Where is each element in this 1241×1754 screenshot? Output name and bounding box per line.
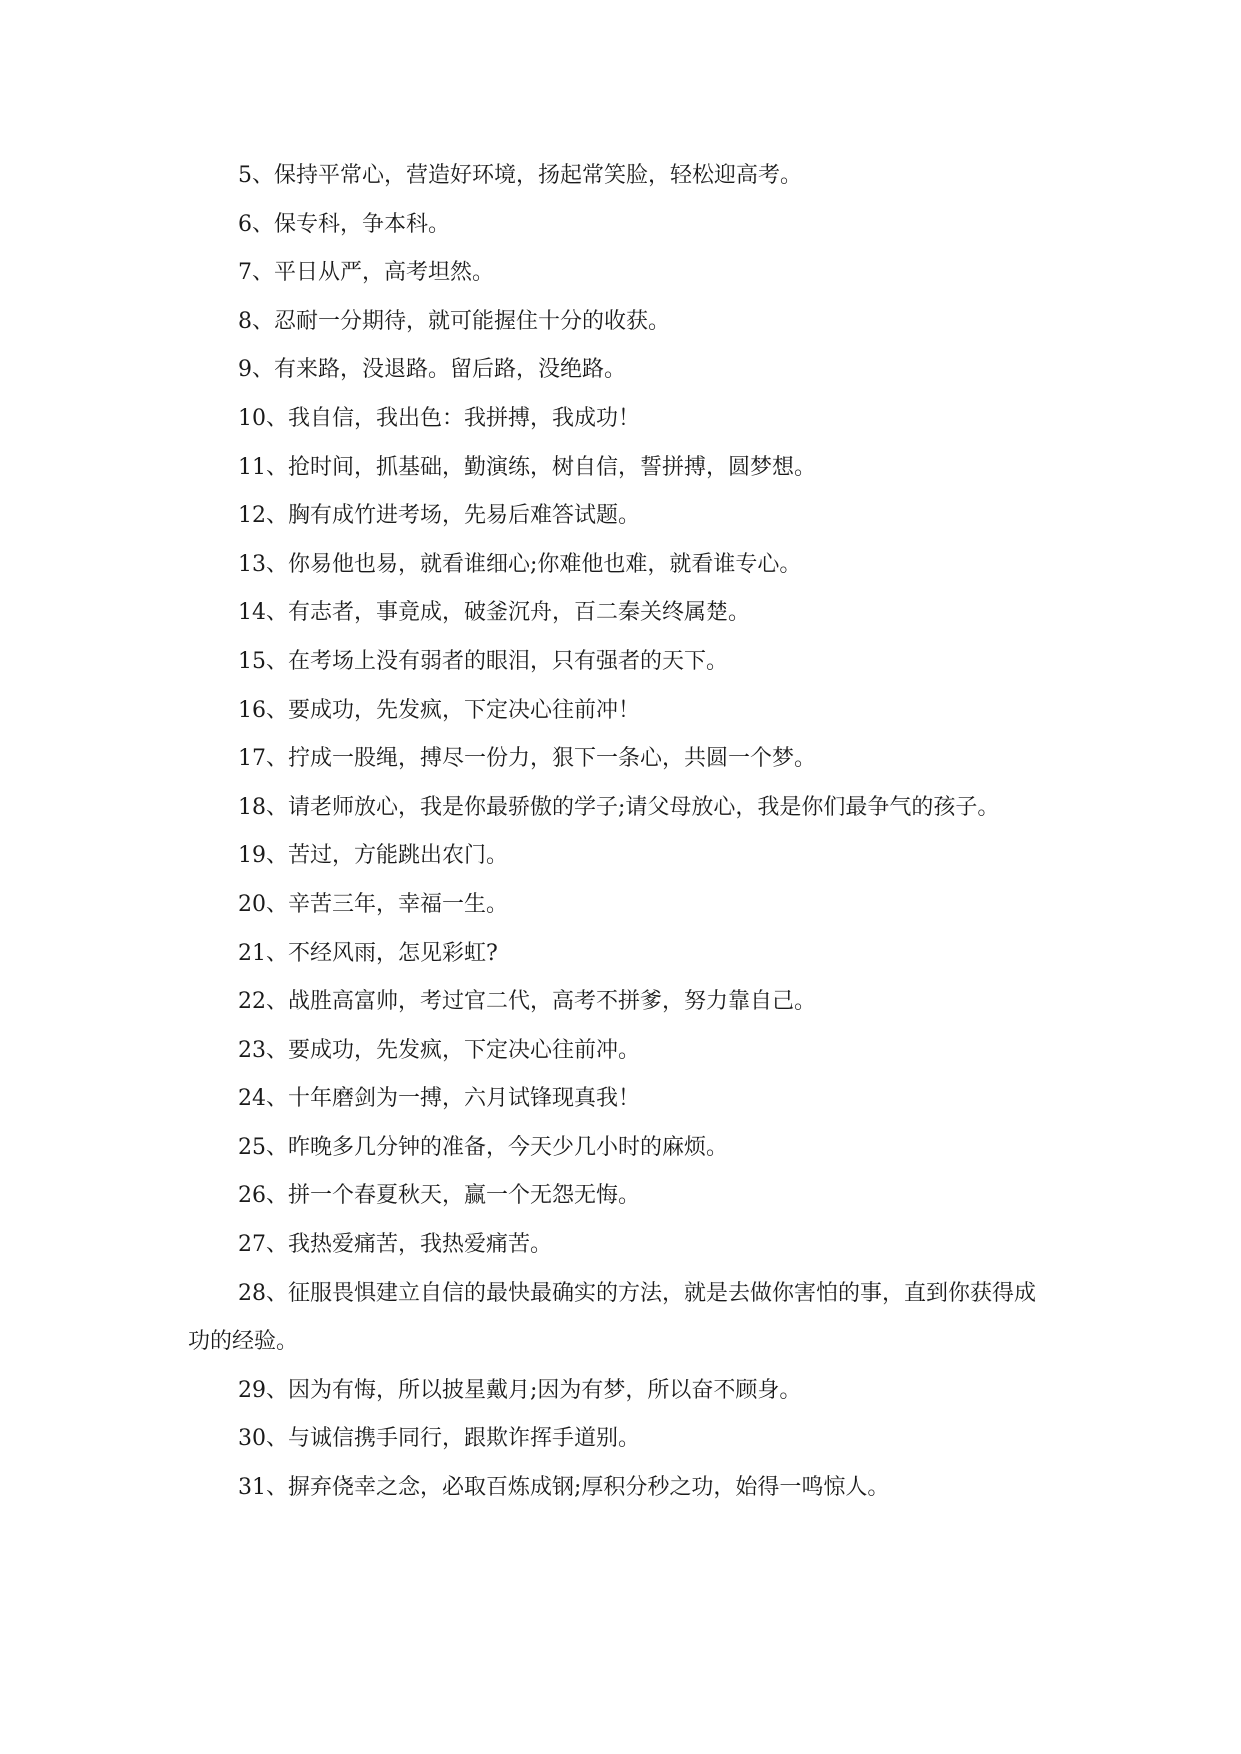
paragraph: 20、辛苦三年，幸福一生。 (238, 891, 508, 917)
paragraph: 17、拧成一股绳，搏尽一份力，狠下一条心，共圆一个梦。 (238, 746, 816, 772)
paragraph: 18、请老师放心，我是你最骄傲的学子;请父母放心，我是你们最争气的孩子。 (238, 794, 1000, 820)
paragraph: 16、要成功，先发疯，下定决心往前冲！ (238, 697, 640, 723)
paragraph: 28、征服畏惧建立自信的最快最确实的方法，就是去做你害怕的事，直到你获得成功的经验。 (188, 1280, 1036, 1355)
paragraph: 8、忍耐一分期待，就可能握住十分的收获。 (238, 308, 670, 334)
paragraph: 13、你易他也易，就看谁细心;你难他也难，就看谁专心。 (238, 551, 802, 577)
paragraph: 27、我热爱痛苦，我热爱痛苦。 (238, 1232, 552, 1258)
paragraph: 21、不经风雨，怎见彩虹? (238, 940, 498, 966)
paragraph: 5、保持平常心，营造好环境，扬起常笑脸，轻松迎高考。 (238, 163, 802, 188)
paragraph: 31、摒弃侥幸之念，必取百炼成钢;厚积分秒之功，始得一鸣惊人。 (238, 1475, 890, 1501)
paragraph: 15、在考场上没有弱者的眼泪，只有强者的天下。 (238, 648, 728, 674)
paragraph: 6、保专科，争本科。 (238, 211, 450, 237)
paragraph: 29、因为有悔，所以披星戴月;因为有梦，所以奋不顾身。 (238, 1377, 802, 1403)
paragraph: 22、战胜高富帅，考过官二代，高考不拼爹，努力靠自己。 (238, 989, 816, 1015)
paragraph: 7、平日从严，高考坦然。 (238, 260, 494, 286)
document-body (188, 152, 1050, 1513)
paragraph: 12、胸有成竹进考场，先易后难答试题。 (238, 503, 640, 529)
paragraph: 23、要成功，先发疯，下定决心往前冲。 (238, 1037, 640, 1063)
paragraph: 25、昨晚多几分钟的准备，今天少几小时的麻烦。 (238, 1134, 728, 1160)
paragraph: 11、抢时间，抓基础，勤演练，树自信，誓拼搏，圆梦想。 (238, 454, 816, 480)
paragraph: 14、有志者，事竟成，破釜沉舟，百二秦关终属楚。 (238, 600, 750, 626)
paragraph: 9、有来路，没退路。留后路，没绝路。 (238, 357, 626, 383)
paragraph: 19、苦过，方能跳出农门。 (238, 843, 508, 869)
paragraph: 26、拼一个春夏秋天，赢一个无怨无悔。 (238, 1183, 640, 1209)
paragraph: 24、十年磨剑为一搏，六月试锋现真我！ (238, 1086, 640, 1112)
paragraph: 10、我自信，我出色：我拼搏，我成功！ (238, 405, 640, 431)
paragraph: 30、与诚信携手同行，跟欺诈挥手道别。 (238, 1426, 640, 1452)
